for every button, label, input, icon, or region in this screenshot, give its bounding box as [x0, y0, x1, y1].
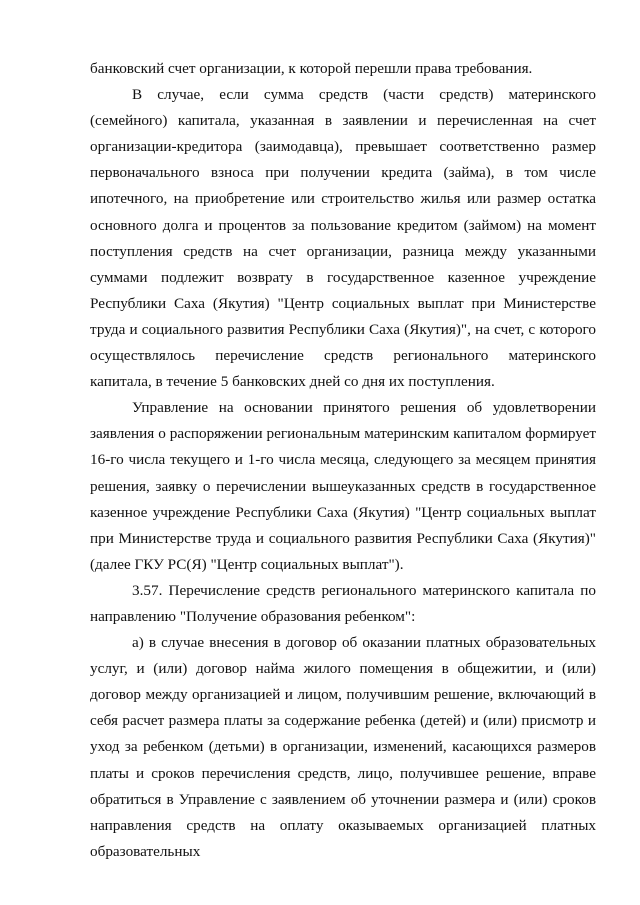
paragraph-bank-account-end: банковский счет организации, к которой перешли права требования.	[90, 60, 533, 77]
paragraph-capital-excess-refund: В случае, если сумма средств (части средств) материнского (семейного) капитала, указанная в заявлении и перечисленная на счет организации-кредитора (заимодавца), превышает соответственно размер первоначального взноса при получении кредита (займа), в том числе ипотечного, на приобретение или строительство жилья или размер остатка основного долга и процентов за пользование кредитом (займом) на момент поступления средств на счет организации, разница между указанными суммами подлежит возврату в государственное казенное учреждение Республики Саха (Якутия) "Центр социальных выплат при Министерстве труда и социального развития Республики Саха (Якутия)", на счет, с которого осуществлялось перечисление средств регионального материнского капитала, в течение 5 банковских дней со дня их поступления.	[90, 86, 596, 391]
paragraph-subclause-a: а) в случае внесения в договор об оказании платных образовательных услуг, и (или) договор найма жилого помещения в общежитии, и (или) договор между организацией и лицом, получившим решение, включающий в себя расчет размера платы за содержание ребенка (детей) и (или) присмотр и уход за ребенком (детьми) в организации, изменений, касающихся размеров платы и сроков перечисления средств, лицо, получившее решение, вправе обратиться в Управление с заявлением об уточнении размера и (или) сроков направления средств на оплату оказываемых организацией платных образовательных	[90, 634, 596, 860]
paragraph-transfer-request: Управление на основании принятого решения об удовлетворении заявления о распоряжении региональным материнским капиталом формирует 16-го числа текущего и 1-го числа месяца, следующего за месяцем принятия решения, заявку о перечислении вышеуказанных средств в государственное казенное учреждение Республики Саха (Якутия) "Центр социальных выплат при Министерстве труда и социального развития Республики Саха (Якутия)" (далее ГКУ РС(Я) "Центр социальных выплат").	[90, 399, 596, 573]
paragraph-clause-3-57: 3.57. Перечисление средств регионального материнского капитала по направлению "Получение образования ребенком":	[90, 581, 596, 625]
document-body	[90, 56, 596, 865]
